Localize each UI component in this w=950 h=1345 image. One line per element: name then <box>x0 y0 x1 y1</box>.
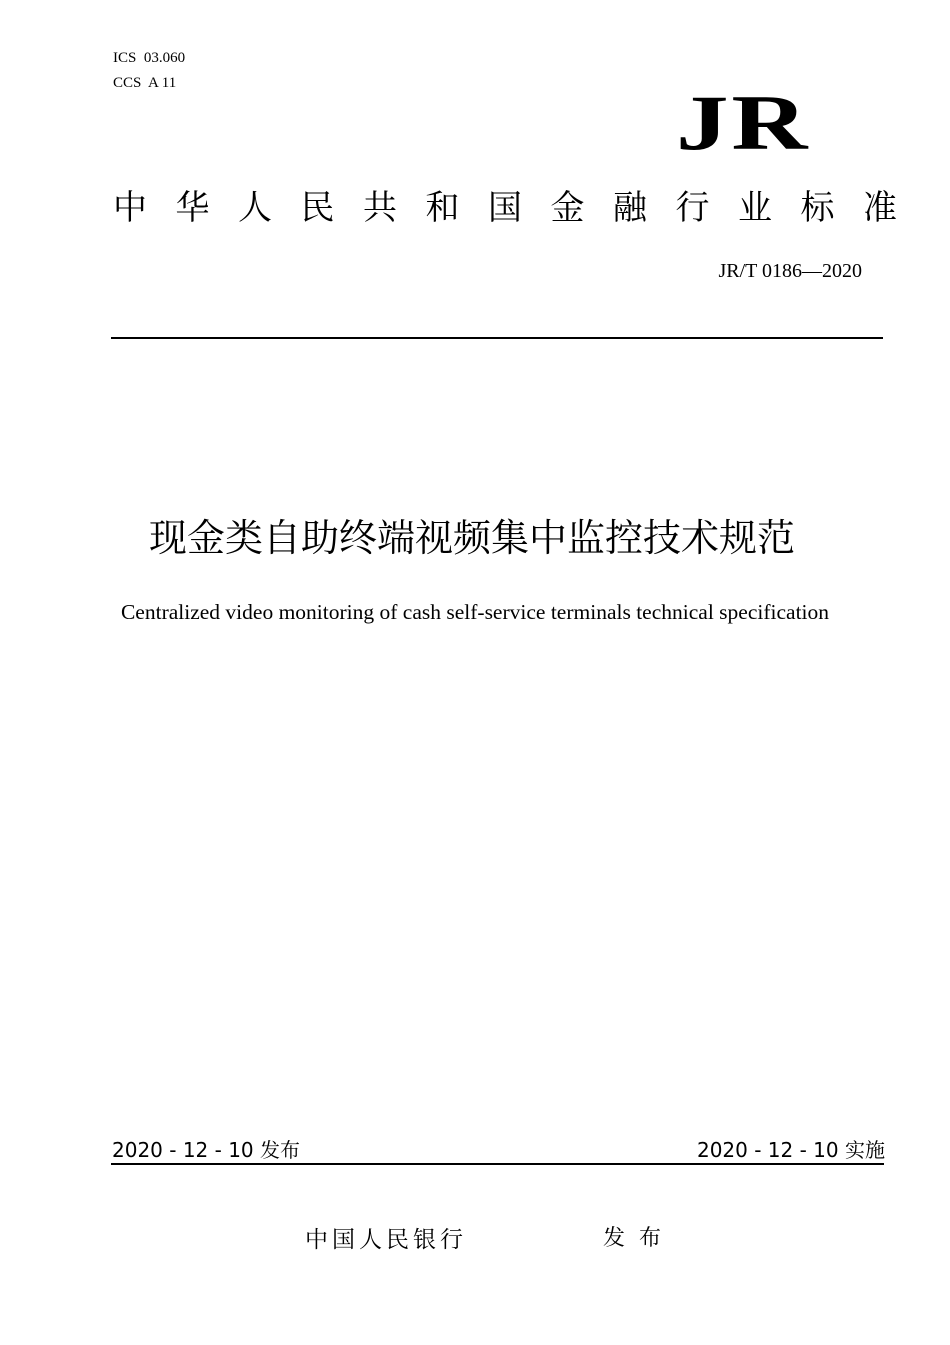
standard-category: 中华人民共和国金融行业标准 <box>113 188 926 228</box>
document-title-chinese-text: 现金类自助终端视频集中监控技术规范 <box>148 516 795 560</box>
bottom-divider <box>111 1163 884 1165</box>
publish-date: 2020 - 12 - 10 发布 <box>112 1138 301 1162</box>
document-title-english: Centralized video monitoring of cash self-service terminals technical specification <box>120 600 830 624</box>
standard-code: JR/T 0186—2020 <box>718 260 862 282</box>
document-title-chinese <box>0 514 950 562</box>
top-divider <box>111 337 883 339</box>
ics-code: ICS 03.060 <box>113 50 186 66</box>
ccs-code: CCS A 11 <box>113 75 177 91</box>
jr-logo: JR <box>676 79 811 166</box>
implementation-date: 2020 - 12 - 10 实施 <box>696 1138 885 1162</box>
issuer-name: 中国人民银行 <box>305 1227 467 1253</box>
issue-label: 发布 <box>603 1226 676 1251</box>
